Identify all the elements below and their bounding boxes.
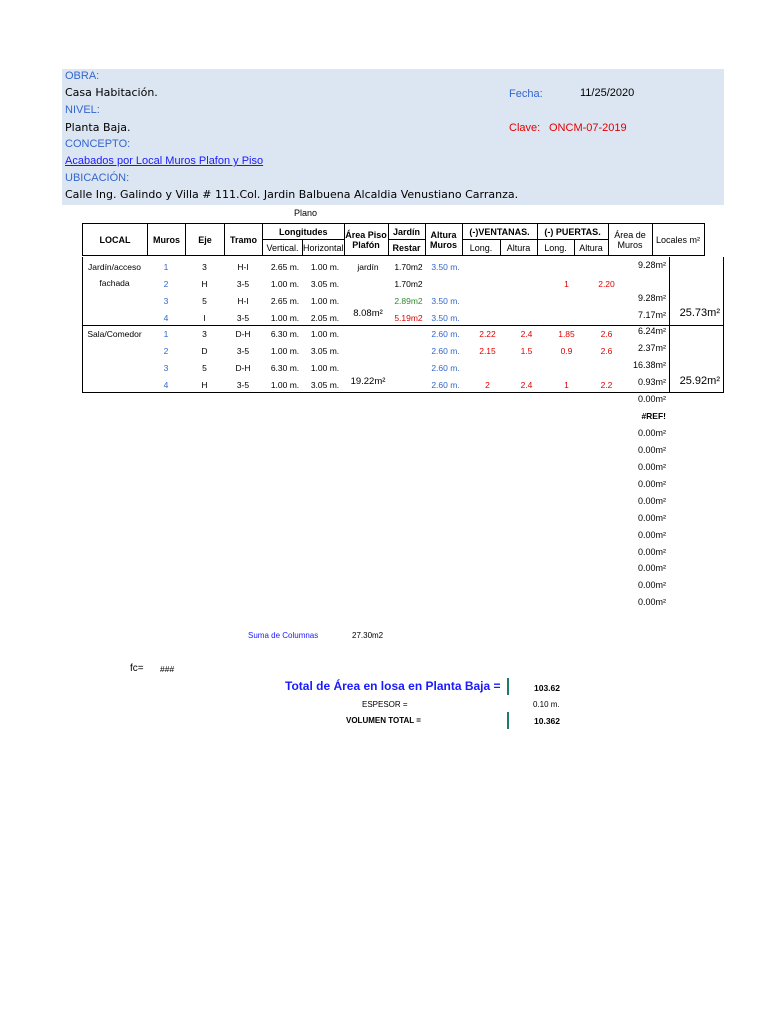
vertical-cell: 1.00 m. [270, 313, 300, 323]
muro-cell: 1 [163, 262, 169, 272]
col-ventanas-long: Long. [462, 240, 500, 256]
list-item: 0.00m² [637, 445, 666, 455]
espesor-label: ESPESOR = [362, 700, 408, 709]
vertical-cell: 6.30 m. [270, 363, 300, 373]
eje-cell: 3 [202, 262, 207, 272]
col-locales: Locales m² [652, 224, 704, 256]
eje-cell: H [201, 279, 208, 289]
local-name-line2: fachada [99, 278, 130, 288]
tramo-cell: H-I [237, 296, 249, 306]
area-muros-cell: 2.37m² [637, 343, 666, 353]
col-horizontal: Horizontal [303, 240, 345, 256]
horizontal-cell: 2.05 m. [310, 313, 340, 323]
puerta-long-cell: 1 [564, 380, 569, 390]
col-ventanas: (-)VENTANAS. [462, 224, 537, 240]
col-ventanas-altura: Altura [500, 240, 537, 256]
muro-cell: 2 [163, 346, 169, 356]
locales-total: 25.92m² [679, 375, 720, 387]
area-muros-cell: 0.93m² [637, 377, 666, 387]
ubicacion-label: UBICACIÓN: [65, 172, 130, 184]
eje-cell: 5 [202, 296, 207, 306]
horizontal-cell: 3.05 m. [310, 380, 340, 390]
altura-cell: 2.60 m. [431, 363, 460, 373]
locales-total: 25.73m² [679, 307, 720, 319]
ventana-altura-cell: 2.4 [520, 329, 533, 339]
vertical-cell: 1.00 m. [270, 279, 300, 289]
total-area-label: Total de Área en losa en Planta Baja = [285, 679, 501, 693]
vertical-cell: 6.30 m. [270, 329, 300, 339]
ventana-long-cell: 2.22 [479, 329, 496, 339]
col-tramo: Tramo [225, 224, 263, 256]
restar-cell: 1.70m2 [394, 279, 423, 289]
col-area-muros: Área de Muros [608, 224, 652, 256]
list-item: 0.00m² [637, 563, 666, 573]
list-item: 0.00m² [637, 496, 666, 506]
tramo-cell: 3-5 [236, 313, 250, 323]
eje-cell: I [203, 313, 206, 323]
total-area-value: 103.62 [534, 683, 560, 693]
altura-cell: 2.60 m. [431, 380, 460, 390]
area-piso-cell: 8.08m² [353, 308, 383, 319]
tramo-cell: D-H [235, 329, 251, 339]
restar-cell: 1.70m2 [394, 262, 423, 272]
list-item: 0.00m² [637, 597, 666, 607]
eje-cell: H [201, 380, 208, 390]
ubicacion-value: Calle Ing. Galindo y Villa # 111.Col. Jardin Balbuena Alcaldia Venustiano Carranza. [65, 188, 519, 201]
nivel-value: Planta Baja. [65, 121, 131, 134]
altura-cell: 3.50 m. [431, 296, 460, 306]
col-area-piso: Área Piso Plafón [344, 224, 388, 256]
area-muros-cell: 9.28m² [637, 260, 666, 270]
horizontal-cell: 3.05 m. [310, 279, 340, 289]
col-puertas-long: Long. [537, 240, 574, 256]
ventana-long-cell: 2 [485, 380, 490, 390]
fecha-label: Fecha: [509, 88, 543, 100]
col-local: LOCAL [83, 224, 148, 256]
area-muros-cell: 7.17m² [637, 310, 666, 320]
puerta-altura-cell: 2.2 [600, 380, 613, 390]
puerta-long-cell: 1 [564, 279, 569, 289]
col-eje: Eje [186, 224, 225, 256]
muro-cell: 2 [163, 279, 169, 289]
fc-label: fc= [130, 663, 144, 674]
puerta-altura-cell: 2.6 [600, 346, 613, 356]
vertical-cell: 1.00 m. [270, 380, 300, 390]
eje-cell: 3 [202, 329, 207, 339]
col-puertas-altura: Altura [574, 240, 608, 256]
list-item: 0.00m² [637, 513, 666, 523]
horizontal-cell: 1.00 m. [310, 329, 340, 339]
restar-cell: 5.19m2 [394, 313, 423, 323]
list-item: 0.00m² [637, 530, 666, 540]
col-puertas: (-) PUERTAS. [537, 224, 608, 240]
nivel-label: NIVEL: [65, 104, 100, 116]
list-item: 0.00m² [637, 428, 666, 438]
volumen-cell-marker [507, 712, 509, 729]
col-vertical: Vertical. [263, 240, 303, 256]
altura-cell: 3.50 m. [431, 313, 460, 323]
list-item: #REF! [641, 411, 666, 421]
altura-cell: 3.50 m. [431, 262, 460, 272]
muro-cell: 4 [163, 380, 169, 390]
puerta-long-cell: 0.9 [560, 346, 573, 356]
altura-cell: 2.60 m. [431, 346, 460, 356]
puerta-long-cell: 1.85 [558, 329, 575, 339]
list-item: 0.00m² [637, 547, 666, 557]
col-altura-muros: Altura Muros [425, 224, 462, 256]
horizontal-cell: 1.00 m. [310, 363, 340, 373]
suma-label: Suma de Columnas [248, 631, 319, 640]
list-item: 0.00m² [637, 462, 666, 472]
tramo-cell: H-I [237, 262, 249, 272]
fecha-value: 11/25/2020 [580, 87, 635, 99]
espesor-value: 0.10 m. [533, 700, 560, 709]
muro-cell: 3 [163, 363, 169, 373]
muro-cell: 1 [163, 329, 169, 339]
list-item: 0.00m² [637, 394, 666, 404]
muro-cell: 4 [163, 313, 169, 323]
ventana-altura-cell: 1.5 [520, 346, 533, 356]
area-muros-cell: 16.38m² [632, 360, 666, 370]
vertical-cell: 2.65 m. [270, 296, 300, 306]
obra-value: Casa Habitación. [65, 86, 158, 99]
volumen-value: 10.362 [534, 716, 560, 726]
project-header [62, 69, 724, 205]
plano-label: Plano [294, 208, 318, 218]
vertical-cell: 2.65 m. [270, 262, 300, 272]
suma-value: 27.30m2 [352, 631, 384, 640]
total-cell-marker [507, 678, 509, 695]
measurements-table-header [82, 223, 705, 256]
tramo-cell: D-H [235, 363, 251, 373]
tramo-cell: 3-5 [236, 380, 250, 390]
obra-label: OBRA: [65, 70, 100, 82]
area-muros-cell: 9.28m² [637, 293, 666, 303]
eje-cell: D [201, 346, 208, 356]
ventana-altura-cell: 2.4 [520, 380, 533, 390]
jardin-note: jardín [357, 262, 379, 272]
col-restar: Restar [388, 240, 425, 256]
puerta-altura-cell: 2.20 [598, 279, 615, 289]
local-name: Sala/Comedor [87, 329, 142, 339]
list-item: 0.00m² [637, 580, 666, 590]
clave-value: ONCM-07-2019 [549, 122, 627, 134]
tramo-cell: 3-5 [236, 279, 250, 289]
col-jardin: Jardín [388, 224, 425, 240]
clave-label: Clave: [509, 122, 541, 134]
concepto-link[interactable]: Acabados por Local Muros Plafon y Piso [65, 155, 264, 167]
horizontal-cell: 1.00 m. [310, 262, 340, 272]
col-muros: Muros [148, 224, 186, 256]
horizontal-cell: 3.05 m. [310, 346, 340, 356]
local-name: Jardín/acceso [88, 262, 141, 272]
tramo-cell: 3-5 [236, 346, 250, 356]
horizontal-cell: 1.00 m. [310, 296, 340, 306]
altura-cell: 2.60 m. [431, 329, 460, 339]
concepto-label: CONCEPTO: [65, 138, 131, 150]
ventana-long-cell: 2.15 [479, 346, 496, 356]
list-item: 0.00m² [637, 479, 666, 489]
volumen-label: VOLUMEN TOTAL = [346, 716, 421, 725]
eje-cell: 5 [202, 363, 207, 373]
area-piso-cell: 19.22m² [350, 376, 386, 387]
puerta-altura-cell: 2.6 [600, 329, 613, 339]
muro-cell: 3 [163, 296, 169, 306]
table-bottom-border [82, 392, 724, 393]
col-longitudes: Longitudes [263, 224, 345, 240]
vertical-cell: 1.00 m. [270, 346, 300, 356]
fc-value: ### [160, 664, 175, 674]
area-muros-cell: 6.24m² [637, 326, 666, 336]
restar-cell: 2.89m2 [394, 296, 423, 306]
